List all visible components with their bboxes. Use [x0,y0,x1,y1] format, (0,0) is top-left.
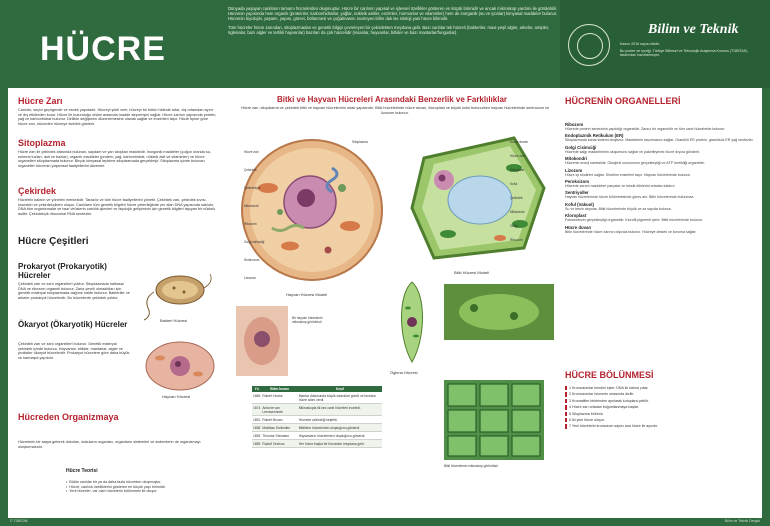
table-cell: 1838 [253,425,261,430]
organelle-item [565,179,755,188]
bacteria-label: Bakteri Hücresi [160,318,188,323]
table-cell: Hücrede çekirdeği keşfetti. [298,416,382,424]
division-steps [565,386,757,431]
table-row [252,404,382,416]
animal-part-label: Hücre zarı [244,150,259,154]
organelle-name: Kloroplast [565,213,587,219]
organelle-text: Su ve besin depolar. Bitki hücrelerinde büyük ve az sayıda bulunur. [565,206,672,211]
section-title-membrane: Hücre Zarı [18,96,63,106]
plant-part-label: Hücre duvarı [510,140,529,144]
membrane-text: Canlıdır, seçici geçirgendir ve esnek yapıdadır. Hücreyi şekil verir, hücreyi bir bütün hâlinde tutar, dış ortamdan ayırır ve dış etkilerden korur. Hücre ile bulunduğu ortam arasında madde alışverişini sağlar. Hücre zarının yapısında protein, yağ ve karbonhidrat bulunur. Dirilikle değişimini düzenlemesine olanak sağlar ve enzimleri taşır. Hücre tipine göre hücre zarı, hücreden hücreye farklılık gösterir. [18,108,217,126]
organelle-item [565,213,755,222]
table-cell: Bitkilerin hücrelerden oluştuğunu gösterdi. [298,424,382,432]
table-cell: Hayvanların hücrelerden oluştuğunu gösterdi. [298,432,382,440]
organelle-item [565,202,755,211]
organelle-name: Lizozom [565,167,583,173]
organelles-title: HÜCRENİN ORGANELLERİ [565,96,681,106]
footer-left: © TÜBİTAK [10,519,29,523]
organelle-name: Endoplazmik Retikulum (ER) [565,133,624,139]
organelle-item [565,156,755,165]
euglena-label: Öglena Hücresi [390,370,418,375]
plant-part-label: Mitokondri [510,210,525,214]
table-cell: Rudolf Virchow [261,440,297,448]
theory-item: • Bütün canlılar bir ya da daha fazla hücreden oluşmuştur. [66,480,226,485]
division-step: 2 Kromozomlar hücrenin ortasında dizilir. [565,392,757,396]
middle-text: Hücre zarı, sitoplazma ve çekirdek bitki ve hayvan hücrelerinin ortak yapılarıdır. Bitki hücrelerinde hücre duvarı, kloroplast ve büyük koful bulunurken hayvan hücrelerinde sentrozom ve lizozom bulunur. [240,106,550,115]
plant-part-label: Çekirdek [510,196,523,200]
prokaryote-title: Prokaryot (Prokaryotik) Hücreler [18,262,107,280]
table-cell: Mikroskopla ilk kez canlı hücreleri inceledi. [298,404,382,416]
plant-cell-model [404,128,554,268]
table-row [252,392,382,404]
table-header: Bilim İnsanı [261,386,297,392]
intro-paragraph-2: Tüm hücreler hücre zarından, sitoplazmadan ve genetik bilgiyi çevreleyen bir çekirdekten meydana gelir. Bazı canlılar tek hücreli (bakteriler, mavi-yeşil algler, arkeler, amipler, öglenalar, bazı algler ve terlikli hayvanlar) bazıları da çok hücrelidir (insanlar, hayvanlar, bitkiler ve bazı mantarlar/funguslar). [228,24,550,35]
table-cell: Theodor Schwann [261,432,297,440]
animal-part-label: Sentrozom [244,258,260,262]
table-cell: 1839 [253,433,261,438]
table-cell: Matthias Schleiden [261,424,297,432]
organism-text: Hücrelerin bir araya gelerek dokuları, dokuların organları, organların sistemleri ve sistemlerin de organizmayı oluşturmasıdır. [18,440,201,449]
animal-part-label: Çekirdek [244,168,257,172]
theory-item: • Yeni hücreler, var olan hücrelerin bölünmesi ile oluşur. [66,489,226,494]
section-title-cell-types: Hücre Çeşitleri [18,236,89,247]
plant-part-label: Koful [510,182,518,186]
plant-part-label: Ribozom [510,238,523,242]
organelle-text: Hayvan hücrelerinde hücre bölünmesinde görev alır. Bitki hücrelerinde bulunmaz. [565,195,695,200]
brand-logo: Bilim ve Teknik [648,22,739,37]
table-header: Yıl [252,386,261,392]
plant-part-label: Golgi [510,224,518,228]
organelle-item [565,133,755,142]
section-title-nucleus: Çekirdek [18,186,57,196]
division-step: 7 Yeni hücrelerin kromozom sayısı ana hücre ile aynıdır. [565,424,757,428]
nucleus-text: Hücrenin kalıtım ve yönetim merkezidir. Tarazöz ve tüm hücre faaliyetlerini yönetir. Çekirdek zarı, çekirdek sıvısı, kromatin ve çekirdekçikten oluşur. Canlıların tüm genetik bilgileri hücre çekirdeğinde yer alan DNA yapısında saklıdır. DNA tüm organizmalar ve bazı virüslerin canlılık işlevleri ve biyolojik gelişiminin için genetik bilgileri taşıyan bir nükleik asittir. Çekirdekçik ribozomal RNA sentezler. [18,198,216,216]
brand-info-line-1: Kasım 2016 sayısı ekidir. [620,42,660,46]
cytoplasm-text: Hücre zarı ile çekirdek arasında bulunan, saydam ve yarı akışkan maddedir. İnorganik maddeler (çoğun oranda su, mineral tuzları, asit ve bazlar), organik maddeler (protein, yağ, karbonhidrat, nükleik asit ve vitaminler) ve hücre organelleri sitoplazmada bulunur. Birçok kimyasal tepkime sitoplazmada gerçekleşir. Sitoplazma içinde bulunan organeller hücrenin yaşamsal faaliyetlerini düzenler. [18,150,211,168]
organelle-name: Mitokondri [565,156,587,162]
organelle-name: Peroksizom [565,179,590,185]
organelle-item [565,225,755,234]
animal-part-label: Sitoplazma [352,140,368,144]
section-title-organism: Hücreden Organizmaya [18,412,119,422]
plant-micro-caption: Bitki hücrelerinin mikroskop görüntüsü [444,464,498,468]
seal-icon [568,24,610,66]
organelle-name: Koful (Vakuol) [565,201,594,207]
table-row [252,440,382,448]
organelle-name: Golgi Cisimciği [565,144,597,150]
animal-part-label: Lizozom [244,276,256,280]
eukaryote-text: Çekirdek zarı ve zarlı organelleri bulunur. Genetik materyal çekirdek içinde bulunur. Hayvanlar, bitkiler, mantarlar, algler ve protistler ökaryot hücrelerdir. Prokaryot hücrelere göre daha büyük ve karmaşık yapılıdır. [18,342,130,360]
table-cell: 1674 [252,404,261,416]
middle-title: Bitki ve Hayvan Hücreleri Arasındaki Benzerlik ve Farklılıklar [276,95,508,104]
table-cell: 1831 [253,417,261,422]
frame-bottom [0,518,770,526]
table-row [252,416,382,424]
small-animal-cell-label: Hayvan Hücresi [162,394,191,399]
brand-info-line-2: Bu poster ve içeriği, Türkiye Bilimsel ve Teknolojik Araştırma Kurumu (TÜBİTAK) tarafından hazırlanmıştır. [620,48,748,58]
division-step: 4 Hücre zarı ortadan boğumlanmaya başlar. [565,405,757,409]
division-step: 3 Kromatitler birbirinden ayrılarak kutuplara çekilir. [565,399,757,403]
division-step: 1 Kromozomlar kendini eşler. DNA iki katına çıkar. [565,386,757,390]
organelle-text: Fotosentezin gerçekleştiği organeldir. Klorofil pigmenti içerir. Bitki hücrelerinde bulunur. [565,218,703,223]
animal-part-label: Mitokondri [244,204,259,208]
organelle-text: Sitoplazmada kanal sistemi oluşturur. Maddelerin taşınmasını sağlar. Granüllü ER protein, granülsüz ER yağ sentezler. [565,138,754,143]
organelle-text: Hücrede zararlı maddeleri parçalar ve toksik etkilerini ortadan kaldırır. [565,184,676,189]
plant-micro-image-bottom [444,380,544,460]
plant-part-label: Kloroplast [510,168,525,172]
table-cell: Mantar dokusunda küçük odacıklar gördü ve bunlara hücre adını verdi. [298,392,382,404]
eukaryote-title: Ökaryot (Ökaryotik) Hücreler [18,320,128,329]
organelle-text: Hücrede protein sentezinin yapıldığı organeldir. Zarsız bir organeldir ve tüm canlı hücrelerde bulunur. [565,127,726,131]
euglena-illustration [392,278,432,368]
plant-micro-image-top [444,284,554,340]
animal-micro-image [236,306,288,376]
table-row [252,424,382,432]
bacteria-illustration [140,262,220,322]
organelle-text: Hücrenin enerji santralidir. Oksijenli solunumun gerçekleştiği ve ATP üretildiği organeldir. [565,161,706,166]
frame-left [0,88,8,526]
table-cell: Antonie van Leeuwenhoek [261,404,297,416]
organelle-item [565,145,755,154]
animal-part-label: Golgi cisimciği [244,240,265,244]
table-cell: 1855 [253,441,261,446]
theory-item: • Hücre, canlılık özelliklerini gösteren en küçük yapı birimidir. [66,485,226,490]
organelle-text: Hücre içi sindirimi sağlar. Sindirim enzimleri taşır. Hayvan hücrelerinde bulunur. [565,172,691,177]
organelle-name: Hücre duvarı [565,224,592,230]
division-step: 6 İki yeni hücre oluşur. [565,418,757,422]
organelle-item [565,122,755,131]
animal-part-label: Çekirdekçik [244,186,261,190]
plant-part-label: Hücre zarı [510,154,525,158]
theory-title: Hücre Teorisi [66,468,98,474]
page-title: HÜCRE [40,30,166,68]
animal-part-label: Ribozom [244,222,257,226]
table-header: Keşif [298,386,382,392]
history-table [252,386,382,448]
animal-micro-caption: Bir hayvan hücresinin mikroskop görüntüsü [292,316,323,324]
table-cell: Her hücre başka bir hücreden meydana gelir. [298,440,382,448]
organelle-name: Sentriyoller [565,190,589,196]
section-title-cytoplasm: Sitoplazma [18,138,66,148]
prokaryote-text: Çekirdek zarı ve zarlı organelleri yoktur. Sitoplazmada halkasal DNA ve ribozom organeli bulunur. Zarla çevrili olmadıkları için genetik materyal sitoplazmada dağınık halde bulunur. Bakteriler ve arkeler prokaryot hücrelerdir. Bu hücrelerde çekirdek yoktur. [18,282,130,300]
division-step: 5 Sitoplazma bölünür. [565,412,757,416]
organelle-text: Hücrede salgı maddelerinin oluşumunu sağlar ve paketleyerek hücre dışına gönderir. [565,149,701,154]
animal-cell-model-label: Hayvan Hücresi Modeli [286,292,328,297]
brand-info [620,42,760,60]
table-row [252,432,382,440]
frame-right [762,88,770,526]
organelle-name: Ribozom [565,122,584,127]
table-cell: 1665 [252,392,261,404]
organelle-text: Bitki hücrelerinde hücre zarının dışında bulunur. Hücreye destek ve koruma sağlar. [565,229,697,234]
theory-list [66,480,226,494]
organelle-item [565,168,755,177]
small-animal-cell-illustration [140,338,220,394]
division-title: HÜCRE BÖLÜNMESİ [565,370,654,380]
plant-cell-model-label: Bitki Hücresi Modeli [454,270,490,275]
organelle-item [565,190,755,199]
organelles-list [565,120,755,234]
intro-text [228,6,558,38]
footer-right: Bilim ve Teknik Dergisi [725,519,760,523]
intro-paragraph-1: Dünyada yaşayan canlıların tamamı hücrelerden oluşmuştur. Hücre bir canlının yapısal ve işlevsel özellikler gösteren en küçük birimidir ve ancak mikroskop yardımı ile görülebilir. Hücrenin yapısında hem organik (proteinler, karbonhidratlar, yağlar, nükleik asitler, enzimler, hormonlar ve vitaminler) hem de inorganik (su ve iyonlar) kimyasal maddeler bulunur. Hücrenin biyolojisi, yaşamı, yapısı, görevi, bölünmesi ve çoğalmasını inceleyen bilim dalı ise sitoloji yani hücre bilimidir. [228,6,558,22]
table-cell: Robert Brown [261,416,297,424]
table-cell: Robert Hooke [261,392,297,404]
